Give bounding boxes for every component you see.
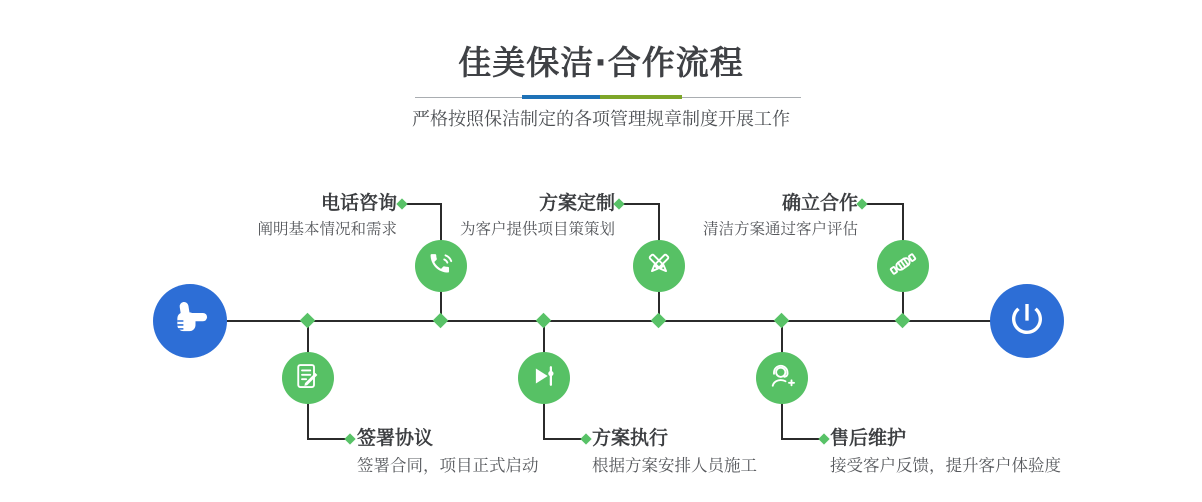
step-desc: 清洁方案通过客户评估 [702, 220, 858, 238]
step-desc: 阐明基本情况和需求 [257, 220, 397, 238]
step-circle-plan-custom [633, 240, 685, 292]
elbow-top-3 [866, 203, 904, 205]
step-circle-plan-execute [518, 352, 570, 404]
contract-icon [293, 361, 323, 395]
step-label-phone-consult [257, 192, 397, 239]
page-title: 佳美保洁·合作流程 [458, 43, 744, 82]
title-divider [415, 95, 801, 100]
step-title: 确立合作 [781, 192, 858, 214]
label-diamond-bottom-3 [818, 433, 829, 444]
page-subtitle: 严格按照保洁制定的各项管理规章制度开展工作 [412, 109, 790, 130]
step-title: 方案定制 [538, 192, 615, 214]
step-desc: 签署合同，项目正式启动 [357, 456, 539, 475]
step-label-plan-execute [592, 427, 757, 476]
elbow-bottom-1 [307, 438, 346, 440]
label-diamond-bottom-2 [580, 433, 591, 444]
power-icon [1007, 299, 1047, 343]
step-label-after-sales [830, 427, 1061, 476]
elbow-top-1 [406, 203, 442, 205]
step-circle-phone-consult [415, 240, 467, 292]
timeline-node-diamond [895, 313, 911, 329]
end-node [990, 284, 1064, 358]
step-circle-sign-agreement [282, 352, 334, 404]
elbow-top-2 [623, 203, 660, 205]
customer-service-icon [767, 361, 797, 395]
timeline-main-line [227, 320, 993, 322]
label-diamond-bottom-1 [344, 433, 355, 444]
timeline-node-diamond [433, 313, 449, 329]
step-circle-establish-coop [877, 240, 929, 292]
step-title: 售后维护 [830, 427, 907, 449]
label-diamond-top-2 [613, 198, 624, 209]
divider-blue-segment [522, 95, 600, 99]
step-label-sign-agreement [357, 427, 539, 476]
pointing-hand-icon [168, 297, 212, 345]
step-title: 签署协议 [357, 427, 434, 449]
timeline-node-diamond [651, 313, 667, 329]
handshake-icon [888, 249, 918, 283]
step-desc: 根据方案安排人员施工 [592, 456, 757, 475]
step-title: 电话咨询 [320, 192, 397, 214]
label-diamond-top-1 [396, 198, 407, 209]
crossed-pencils-icon [644, 249, 674, 283]
timeline-node-diamond [774, 313, 790, 329]
elbow-bottom-3 [781, 438, 820, 440]
phone-icon [426, 249, 456, 283]
play-execute-icon [529, 361, 559, 395]
step-label-plan-custom [460, 192, 615, 239]
timeline-node-diamond [300, 313, 316, 329]
start-node [153, 284, 227, 358]
label-diamond-top-3 [856, 198, 867, 209]
divider-green-segment [600, 95, 682, 99]
step-desc: 为客户提供项目策策划 [459, 220, 615, 238]
step-title: 方案执行 [592, 427, 669, 449]
step-desc: 接受客户反馈，提升客户体验度 [830, 456, 1061, 475]
elbow-bottom-2 [543, 438, 582, 440]
step-label-establish-coop [703, 192, 858, 239]
step-circle-after-sales [756, 352, 808, 404]
timeline-node-diamond [536, 313, 552, 329]
